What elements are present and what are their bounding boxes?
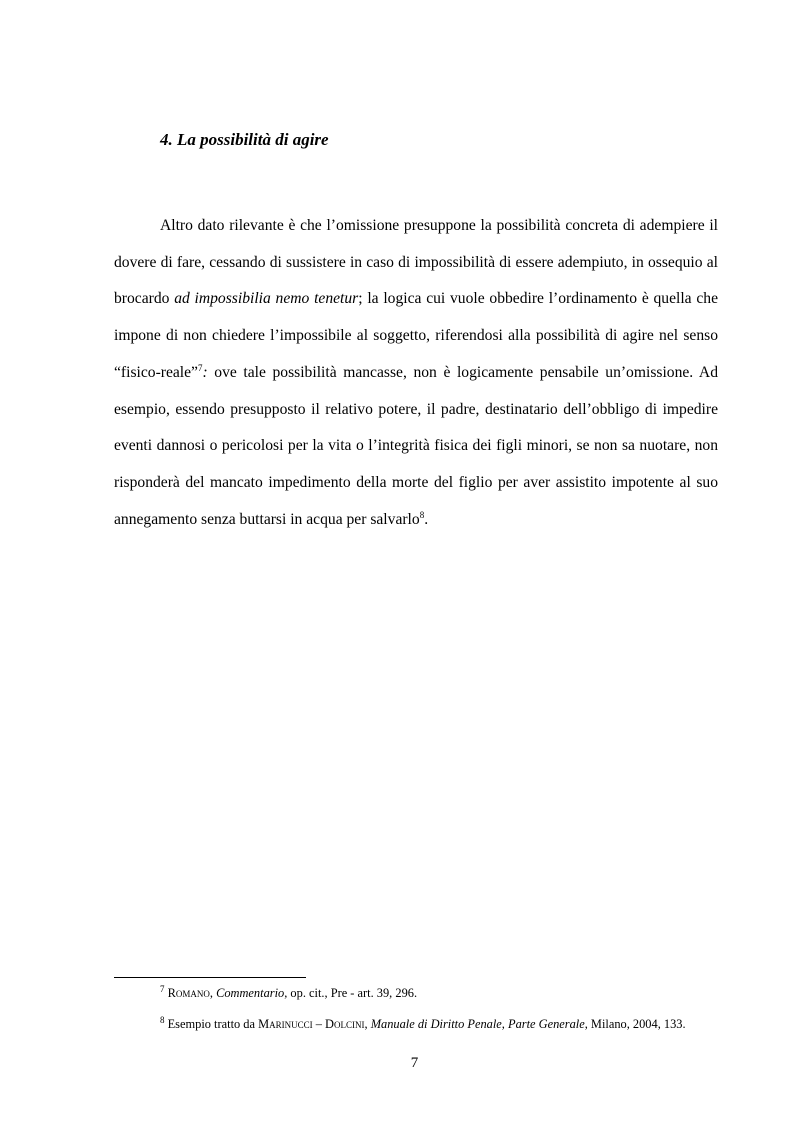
footnote-8-dash: –: [312, 1017, 326, 1031]
footnote-8: [114, 1014, 718, 1034]
footnote-8-work: Manuale di Diritto Penale, Parte Generale: [370, 1017, 585, 1031]
footnote-divider: [114, 977, 306, 978]
footnote-8-rest: , Milano, 2004, 133.: [584, 1017, 686, 1031]
paragraph-segment-1: Altro dato rilevante è che l’omissione presuppone la possibilità concreta di adempiere il dovere di fare, cessando di sussistere in caso di impossibilità di essere adempiuto, in ossequio al brocardo: [114, 217, 718, 308]
footnote-8-author-2: Dolcini: [325, 1017, 365, 1031]
footnote-7-separator: ,: [209, 986, 217, 1000]
paragraph-segment-3: ove tale possibilità mancasse, non è logicamente pensabile un’omissione. Ad esempio, essendo presupposto il relativo potere, il padre, destinatario dell’obbligo di impedire eventi dannosi o pericolosi per la vita o l’integrità fisica dei figli minori, se non sa nuotare, non risponderà del mancato impedimento della morte del figlio per aver assistito impotente al suo annegamento senza buttarsi in acqua per salvarlo: [114, 363, 718, 528]
footnote-ref-8[interactable]: 8: [419, 509, 425, 520]
footnote-8-separator: ,: [364, 1017, 371, 1031]
footnote-7-author: Romano: [167, 986, 210, 1000]
section-heading: 4. La possibilità di agire: [160, 130, 329, 149]
page-number: 7: [410, 1055, 419, 1071]
footnote-ref-7[interactable]: 7: [197, 362, 203, 373]
footnote-7-number: 7: [160, 983, 165, 994]
footnote-8-author-1: Marinucci: [258, 1017, 313, 1031]
paragraph-segment-4: .: [424, 510, 429, 528]
footnote-7-work: Commentario: [216, 986, 285, 1000]
italic-colon: :: [202, 363, 208, 381]
footnote-7-rest: , op. cit., Pre - art. 39, 296.: [284, 986, 418, 1000]
paragraph-segment-2: ; la logica cui vuole obbedire l’ordinamento è quella che impone di non chiedere l’impossibile al soggetto, riferendosi alla possibilità di agire nel senso “fisico-reale”: [114, 290, 718, 381]
body-paragraph: [114, 208, 718, 538]
footnote-8-number: 8: [160, 1014, 165, 1025]
footnote-7: [114, 983, 718, 1003]
footnote-8-lead: Esempio tratto da: [164, 1017, 259, 1031]
latin-phrase: ad impossibilia nemo tenetur: [174, 290, 359, 308]
